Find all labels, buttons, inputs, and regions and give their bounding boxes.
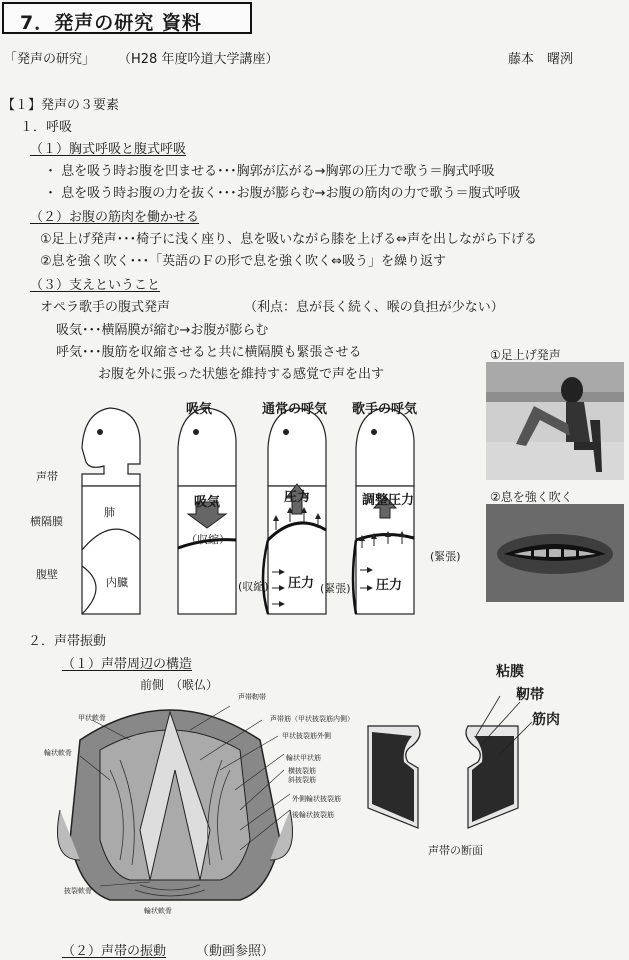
col-inhale: 吸気: [186, 402, 213, 417]
photo-leg-raise: [486, 362, 624, 480]
page-title: 7．発声の研究 資料: [20, 12, 202, 34]
larynx-illustration: [0, 690, 360, 920]
course-name: （H28 年度吟道大学講座）: [118, 52, 279, 67]
larynx-r3: 甲状披裂筋外側: [282, 732, 331, 740]
vocal-fold-cross-section: [360, 690, 540, 840]
source-title: 「発声の研究」: [4, 52, 96, 67]
larynx-r4: 輪状甲状筋: [286, 754, 321, 762]
section2-item2-note: （動画参照）: [196, 944, 275, 959]
col-singer: 歌手の呼気: [352, 402, 418, 417]
author-name: 藤本 曙洌: [508, 52, 574, 67]
label-lung: 肺: [104, 506, 115, 519]
larynx-r2: 声帯筋（甲状披裂筋内側）: [270, 715, 354, 723]
tension-side: (緊張): [320, 582, 351, 595]
item1-line2: ・ 息を吸う時お腹の力を抜く･･･お腹が膨らむ→お腹の筋肉の力で歌う＝腹式呼吸: [44, 186, 521, 201]
adjusted-pressure: 調整圧力: [362, 493, 415, 508]
larynx-r8: 後輪状披裂筋: [292, 811, 334, 819]
item2-title: （２）お腹の筋肉を働かせる: [30, 210, 200, 225]
item1-line1: ・ 息を吸う時お腹を凹ませる･･･胸郭が広がる→胸郭の圧力で歌う＝胸式呼吸: [44, 164, 495, 179]
section2-item1-title: （１）声帯周辺の構造: [62, 657, 193, 672]
contract-note: （収縮）: [186, 533, 230, 546]
section1-sub1: １．呼吸: [20, 120, 73, 135]
larynx-r5: 横披裂筋: [288, 767, 316, 775]
label-ligament: 靭帯: [516, 687, 544, 703]
label-mucosa: 粘膜: [496, 664, 524, 680]
item3-title: （３）支えということ: [30, 278, 161, 293]
photo2-caption: ②息を強く吹く: [490, 490, 573, 504]
pressure-bottom-singer: 圧力: [376, 578, 403, 593]
label-vocal-cords: 声帯: [36, 470, 58, 483]
inhale-word: 吸気: [194, 495, 221, 510]
pressure-bottom-normal: 圧力: [288, 576, 315, 591]
item3-line4: お腹を外に張った状態を維持する感覚で声を出す: [98, 367, 385, 382]
item2-line2: ②息を強く吹く･･･「英語のＦの形で息を強く吹く⇔吸う」を繰り返す: [40, 254, 447, 269]
cross-section-caption: 声帯の断面: [428, 844, 483, 857]
label-viscera: 内臓: [106, 576, 128, 589]
tension-right: (緊張): [430, 550, 461, 563]
larynx-r6: 斜披裂筋: [288, 776, 316, 784]
item3-note: （利点：息が長く続く、喉の負担が少ない）: [244, 300, 504, 315]
label-diaphragm: 横隔膜: [30, 515, 63, 528]
label-abdominal-wall: 腹壁: [36, 568, 58, 581]
title-box: [2, 2, 252, 34]
item3-line2: 吸気･･･横隔膜が縮む→お腹が膨らむ: [56, 323, 269, 338]
label-muscle: 筋肉: [532, 712, 560, 728]
larynx-r1: 声帯靭帯: [238, 693, 266, 701]
item1-title: （１）胸式呼吸と腹式呼吸: [30, 142, 187, 157]
larynx-l3: 披裂軟骨: [64, 887, 92, 895]
larynx-l1: 甲状軟骨: [78, 714, 106, 722]
larynx-l4: 輪状軟骨: [144, 907, 172, 915]
larynx-r7: 外側輪状披裂筋: [292, 795, 341, 803]
section2-item2-title: （２）声帯の振動: [62, 944, 167, 959]
col-normal: 通常の呼気: [262, 402, 328, 417]
larynx-l2: 輪状軟骨: [44, 749, 72, 757]
photo1-caption: ①足上げ発声: [490, 348, 561, 362]
contract-side: (収縮): [238, 580, 269, 593]
pressure-top: 圧力: [284, 490, 311, 505]
item3-line1: オペラ歌手の腹式発声: [40, 300, 171, 315]
item2-line1: ①足上げ発声･･･椅子に浅く座り、息を吸いながら膝を上げる⇔声を出しながら下げる: [40, 232, 538, 247]
item3-line3: 呼気･･･腹筋を収縮させると共に横隔膜も緊張させる: [56, 345, 362, 360]
photo-blowing: [486, 504, 624, 602]
section1-heading: 【１】発声の３要素: [2, 98, 120, 113]
front-label: 前側 （喉仏）: [140, 678, 219, 692]
section2-sub2: ２．声帯振動: [28, 634, 107, 649]
